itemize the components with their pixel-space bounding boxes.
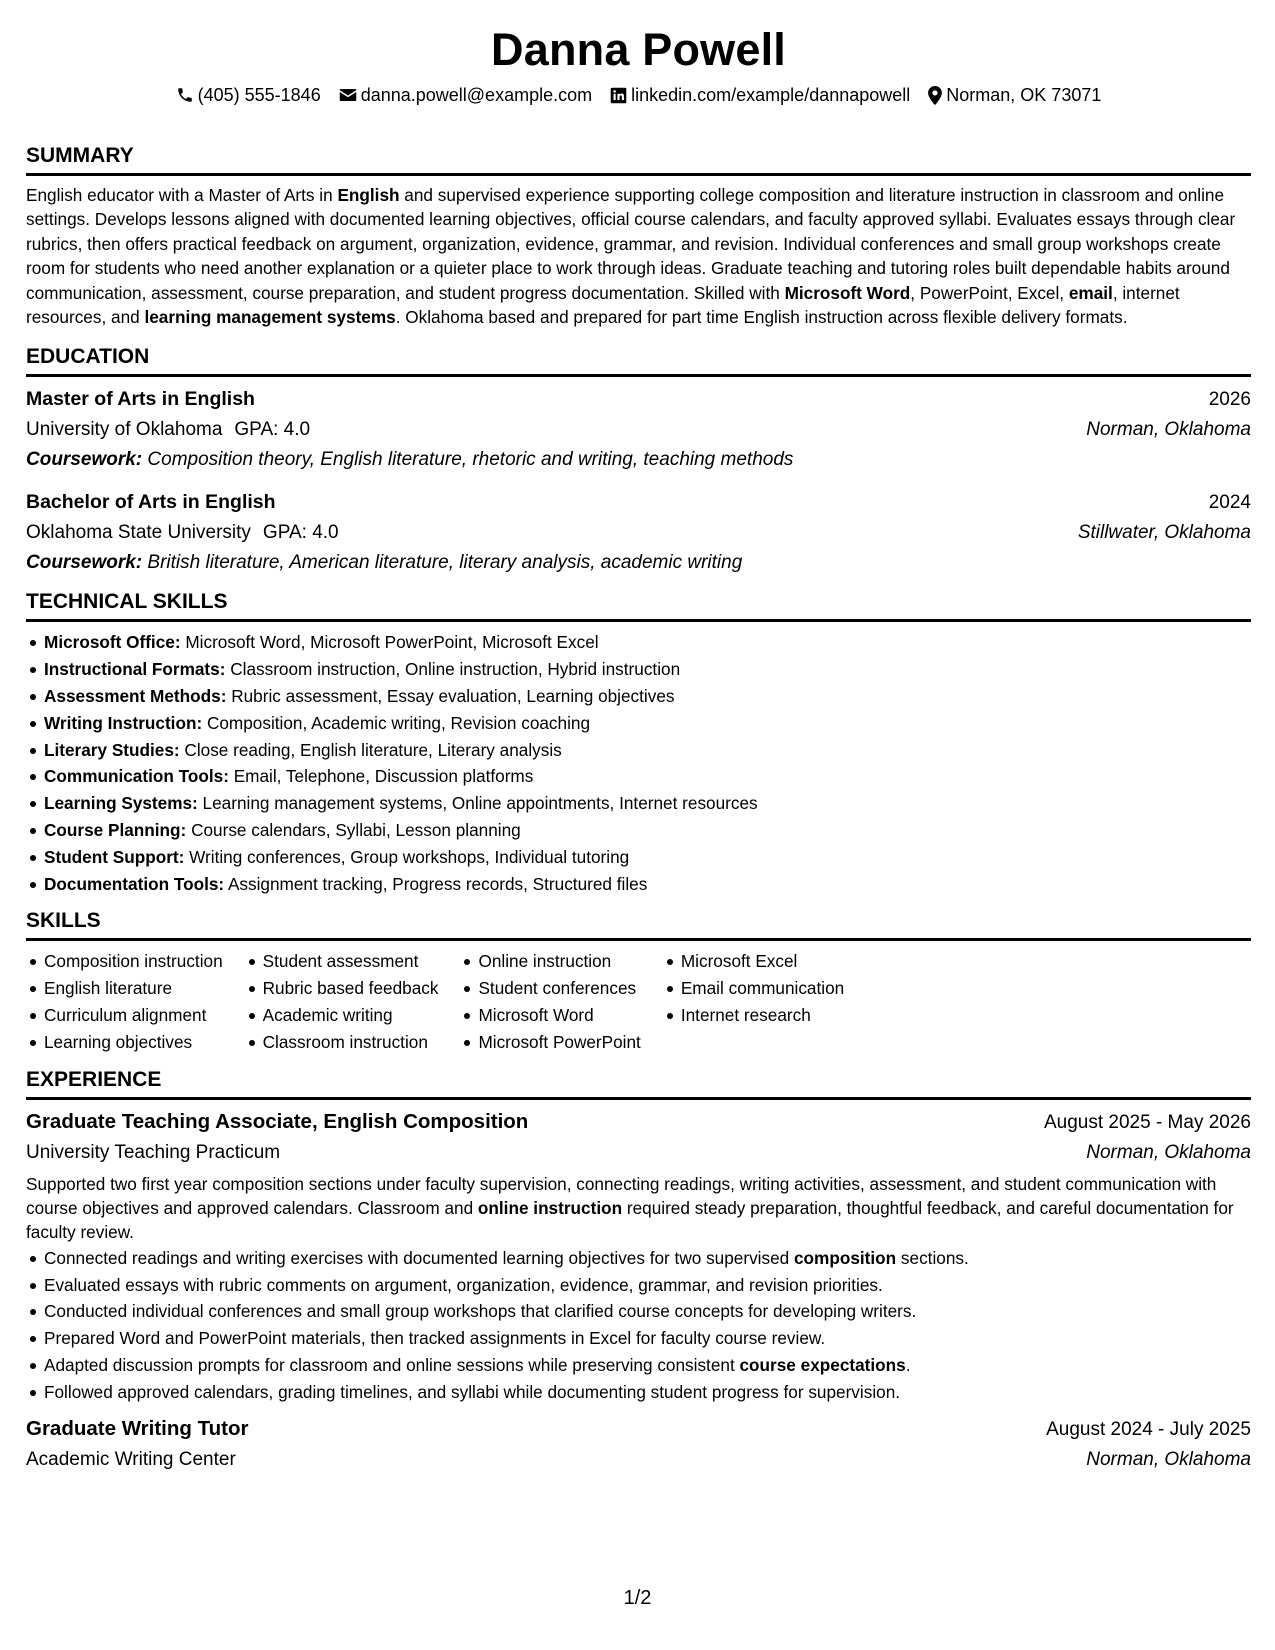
bold-text: learning management systems [144, 307, 396, 328]
skill-category: Student Support: [44, 846, 185, 867]
text-segment: required steady preparation, thoughtful feedback, and careful documentation for faculty review. [26, 1198, 1234, 1243]
text-segment: Prepared Word and PowerPoint materials, then tracked assignments in Excel for faculty course review. [44, 1328, 826, 1349]
skill-values: Rubric assessment, Essay evaluation, Learning objectives [226, 686, 675, 707]
skill-category: Literary Studies: [44, 739, 180, 760]
skill-item: Microsoft PowerPoint [460, 1029, 640, 1056]
text-segment: . Oklahoma based and prepared for part time English instruction across flexible delivery formats. [395, 307, 1128, 328]
job-title: Graduate Teaching Associate, English Composition [26, 1109, 529, 1133]
job-bullet [26, 1379, 1251, 1406]
map-pin-icon [928, 86, 942, 105]
skill-item: Classroom instruction [245, 1029, 439, 1056]
section-title-skills: SKILLS [26, 909, 1251, 941]
contact-location [928, 84, 1101, 106]
gpa: GPA: 4.0 [234, 419, 311, 441]
skill-item: Learning objectives [26, 1029, 223, 1056]
skill-item: Internet research [663, 1002, 844, 1029]
contact-linkedin[interactable] [610, 84, 910, 106]
summary-section [26, 144, 1251, 329]
contact-phone[interactable] [176, 84, 321, 106]
experience-section [26, 1068, 1251, 1475]
graduation-year: 2026 [1208, 389, 1251, 411]
technical-skill-item [26, 844, 1251, 871]
job-bullet [26, 1352, 1251, 1379]
text-segment: , PowerPoint, Excel, [910, 282, 1069, 303]
text-segment: . [905, 1355, 911, 1375]
skill-values: Microsoft Word, Microsoft PowerPoint, Microsoft Excel [180, 632, 599, 653]
technical-skill-item [26, 629, 1251, 656]
skill-values: Course calendars, Syllabi, Lesson planning [186, 820, 521, 841]
skills-columns [26, 948, 1251, 1055]
job-organization: University Teaching Practicum [26, 1141, 281, 1163]
skills-column [663, 948, 844, 1055]
technical-skill-item [26, 710, 1251, 737]
text-segment: Supported two first year composition sections under faculty supervision, connecting readings, writing activities, assessment, and student communication with course objectives and approved calendars. Classroom and [26, 1173, 1217, 1218]
school-name: University of Oklahoma [26, 419, 223, 441]
candidate-name: Danna Powell [491, 24, 786, 75]
linkedin-text: linkedin.com/example/dannapowell [631, 85, 911, 105]
skill-item: Online instruction [460, 948, 640, 975]
summary-text [26, 183, 1251, 329]
text-segment: English educator with a Master of Arts in [26, 185, 338, 205]
skill-values: Email, Telephone, Discussion platforms [228, 766, 534, 787]
skill-item: Composition instruction [26, 948, 223, 975]
education-entry [26, 384, 1251, 475]
text-segment: sections. [896, 1247, 969, 1268]
page-number: 1/2 [623, 1587, 652, 1609]
job-dates: August 2025 - May 2026 [1043, 1111, 1251, 1133]
section-title-education: EDUCATION [26, 345, 1251, 377]
bold-text: Microsoft Word [784, 282, 911, 303]
skill-values: Composition, Academic writing, Revision coaching [202, 712, 591, 733]
job-entry [26, 1414, 1251, 1475]
text-segment: and supervised experience supporting college composition and literature instruction in classroom and online settings. Develops lessons aligned with documented learning objectives, official course calendars, and faculty approved syllabi. Evaluates essays through clear rubrics, then offers practical feedback on argument, organization, evidence, grammar, and revision. Individual conferences and small group workshops create room for students who need another explanation or a quieter place to work through ideas. Graduate teaching and tutoring roles built dependable habits around communication, assessment, course preparation, and student progress documentation. Skilled with [26, 185, 1236, 303]
skill-category: Learning Systems: [44, 793, 198, 814]
skill-values: Close reading, English literature, Literary analysis [179, 739, 562, 760]
skill-values: Learning management systems, Online appointments, Internet resources [197, 793, 758, 814]
coursework [26, 445, 1251, 475]
skill-category: Documentation Tools: [44, 873, 225, 894]
skills-section [26, 909, 1251, 1055]
section-title-summary: SUMMARY [26, 144, 1251, 176]
skill-category: Course Planning: [44, 820, 187, 841]
skill-values: Assignment tracking, Progress records, Structured files [224, 873, 648, 894]
bold-text: composition [793, 1247, 897, 1268]
skill-values: Writing conferences, Group workshops, Individual tutoring [184, 846, 630, 867]
skill-category: Writing Instruction: [44, 712, 203, 733]
bold-text: email [1068, 282, 1113, 303]
technical-skill-item [26, 817, 1251, 844]
coursework [26, 548, 1251, 578]
education-entry [26, 487, 1251, 578]
skill-category: Assessment Methods: [44, 686, 227, 707]
job-bullet [26, 1325, 1251, 1352]
technical-skill-item [26, 763, 1251, 790]
job-dates: August 2024 - July 2025 [1046, 1418, 1251, 1440]
email-text: danna.powell@example.com [360, 85, 593, 105]
skill-item: Student conferences [460, 975, 640, 1002]
job-organization: Academic Writing Center [26, 1448, 236, 1470]
bold-text: online instruction [477, 1198, 623, 1218]
coursework-list: British literature, American literature, literary analysis, academic writing [142, 552, 743, 574]
job-bullet [26, 1298, 1251, 1325]
text-segment: Connected readings and writing exercises with documented learning objectives for two supervised [44, 1247, 794, 1268]
coursework-label: Coursework: [26, 449, 143, 471]
job-bullets [26, 1245, 1251, 1406]
skill-item: Academic writing [245, 1002, 439, 1029]
skill-item: Rubric based feedback [245, 975, 439, 1002]
gpa: GPA: 4.0 [262, 522, 339, 544]
skill-item: Microsoft Word [460, 1002, 640, 1029]
resume-page [26, 0, 1251, 1650]
bold-text: course expectations [739, 1355, 906, 1375]
graduation-year: 2024 [1208, 492, 1251, 514]
education-section [26, 345, 1251, 578]
job-title: Graduate Writing Tutor [26, 1416, 249, 1440]
technical-skills-list [26, 629, 1251, 897]
degree: Bachelor of Arts in English [26, 491, 276, 514]
school-location: Norman, Oklahoma [1086, 419, 1251, 441]
job-entry [26, 1107, 1251, 1406]
coursework-label: Coursework: [26, 552, 143, 574]
skill-category: Instructional Formats: [44, 659, 226, 680]
technical-skill-item [26, 656, 1251, 683]
job-bullet [26, 1245, 1251, 1272]
technical-skill-item [26, 737, 1251, 764]
coursework-list: Composition theory, English literature, rhetoric and writing, teaching methods [142, 449, 794, 471]
phone-icon [176, 86, 194, 104]
phone-text: (405) 555-1846 [197, 85, 321, 105]
location-text: Norman, OK 73071 [946, 85, 1102, 105]
skill-item: Curriculum alignment [26, 1002, 223, 1029]
linkedin-icon [610, 87, 627, 104]
job-bullet [26, 1272, 1251, 1299]
job-location: Norman, Oklahoma [1086, 1448, 1251, 1470]
text-segment: Conducted individual conferences and small group workshops that clarified course concepts for developing writers. [44, 1301, 917, 1322]
skills-column [245, 948, 439, 1055]
school-line [26, 415, 310, 445]
skill-item: Microsoft Excel [663, 948, 844, 975]
skill-item: Student assessment [245, 948, 439, 975]
skills-column [26, 948, 223, 1055]
job-description [26, 1172, 1251, 1245]
school-name: Oklahoma State University [26, 522, 251, 544]
skill-category: Communication Tools: [44, 766, 229, 787]
text-segment: , internet resources, and [26, 282, 1180, 328]
technical-skill-item [26, 790, 1251, 817]
text-segment: Followed approved calendars, grading timelines, and syllabi while documenting student progress for supervision. [44, 1381, 901, 1402]
section-title-experience: EXPERIENCE [26, 1068, 1251, 1100]
degree: Master of Arts in English [26, 388, 255, 411]
job-location: Norman, Oklahoma [1086, 1141, 1251, 1163]
envelope-icon [339, 87, 357, 103]
text-segment: Evaluated essays with rubric comments on argument, organization, evidence, grammar, and revision priorities. [44, 1274, 883, 1295]
school-line [26, 518, 339, 548]
technical-skills-section [26, 590, 1251, 897]
school-location: Stillwater, Oklahoma [1077, 522, 1251, 544]
skill-values: Classroom instruction, Online instruction, Hybrid instruction [225, 659, 681, 680]
text-segment: Adapted discussion prompts for classroom and online sessions while preserving consistent [44, 1355, 740, 1375]
skill-item: English literature [26, 975, 223, 1002]
contact-email[interactable] [339, 84, 592, 106]
contact-bar [26, 84, 1251, 106]
skill-category: Microsoft Office: [44, 632, 181, 653]
skill-item: Email communication [663, 975, 844, 1002]
bold-text: English [337, 185, 400, 205]
technical-skill-item [26, 871, 1251, 898]
section-title-technical-skills: TECHNICAL SKILLS [26, 590, 1251, 622]
skills-column [460, 948, 640, 1055]
technical-skill-item [26, 683, 1251, 710]
